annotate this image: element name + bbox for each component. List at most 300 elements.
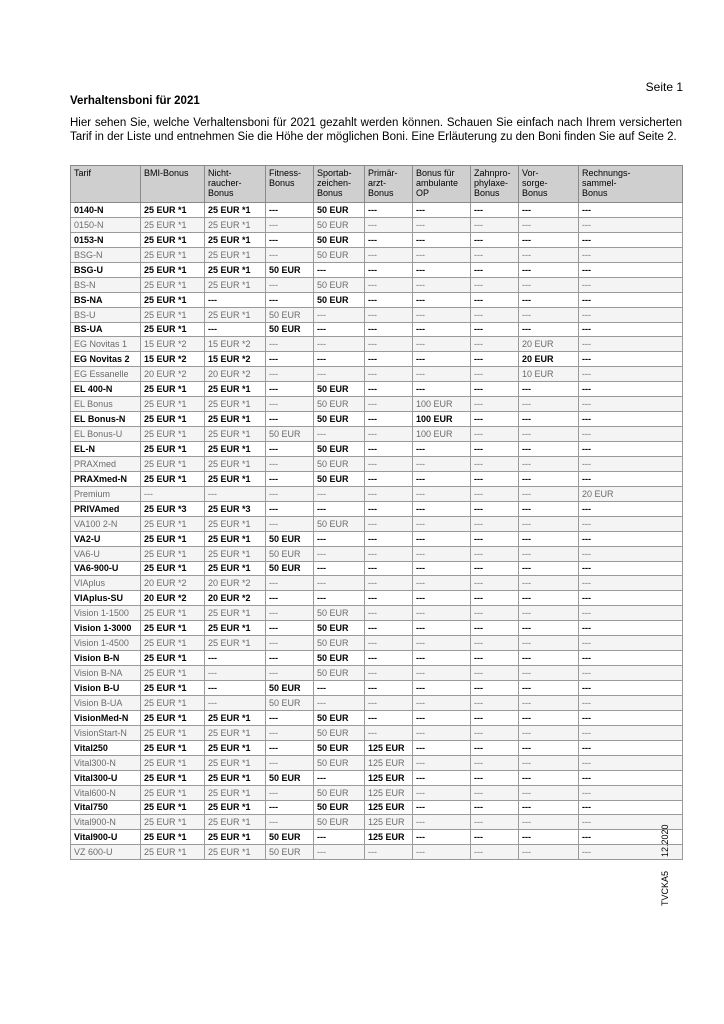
bonus-value-cell: 25 EUR *1	[141, 651, 205, 666]
bonus-value-cell: 125 EUR	[365, 830, 413, 845]
bonus-value-cell: ---	[266, 651, 314, 666]
bonus-value-cell: 25 EUR *1	[141, 471, 205, 486]
bonus-value-cell: 50 EUR	[314, 636, 365, 651]
bonus-value-cell: ---	[579, 397, 683, 412]
table-row	[71, 427, 683, 442]
bonus-value-cell: ---	[579, 337, 683, 352]
column-header: Zahnpro- phylaxe- Bonus	[471, 166, 519, 203]
bonus-value-cell: ---	[519, 203, 579, 218]
bonus-value-cell: ---	[413, 681, 471, 696]
bonus-value-cell: ---	[141, 486, 205, 501]
bonus-value-cell: ---	[413, 232, 471, 247]
bonus-value-cell: ---	[266, 486, 314, 501]
bonus-value-cell: ---	[365, 232, 413, 247]
bonus-value-cell: 25 EUR *1	[205, 621, 266, 636]
bonus-value-cell: 25 EUR *1	[205, 247, 266, 262]
bonus-value-cell: ---	[365, 710, 413, 725]
bonus-value-cell: 25 EUR *1	[141, 382, 205, 397]
bonus-value-cell: 50 EUR	[314, 815, 365, 830]
tariff-name-cell: 0153-N	[71, 232, 141, 247]
table-row	[71, 471, 683, 486]
table-row	[71, 770, 683, 785]
bonus-value-cell: 50 EUR	[314, 412, 365, 427]
bonus-value-cell: ---	[519, 247, 579, 262]
bonus-value-cell: ---	[579, 800, 683, 815]
bonus-value-cell: 50 EUR	[266, 427, 314, 442]
bonus-value-cell: ---	[365, 636, 413, 651]
table-row	[71, 755, 683, 770]
bonus-value-cell: 20 EUR *2	[141, 591, 205, 606]
tariff-name-cell: EG Novitas 2	[71, 352, 141, 367]
bonus-value-cell: 25 EUR *1	[141, 292, 205, 307]
bonus-value-cell: ---	[314, 770, 365, 785]
bonus-value-cell: ---	[579, 681, 683, 696]
bonus-value-cell: ---	[413, 262, 471, 277]
bonus-value-cell: ---	[471, 382, 519, 397]
bonus-value-cell: ---	[266, 666, 314, 681]
bonus-value-cell: ---	[519, 695, 579, 710]
bonus-value-cell: ---	[365, 501, 413, 516]
bonus-value-cell: ---	[579, 710, 683, 725]
tariff-name-cell: VZ 600-U	[71, 845, 141, 860]
bonus-value-cell: ---	[365, 725, 413, 740]
bonus-value-cell: ---	[365, 337, 413, 352]
bonus-value-cell: ---	[471, 830, 519, 845]
table-row	[71, 397, 683, 412]
bonus-value-cell: 25 EUR *1	[141, 546, 205, 561]
bonus-value-cell: ---	[365, 695, 413, 710]
bonus-value-cell: ---	[413, 740, 471, 755]
bonus-value-cell: ---	[413, 830, 471, 845]
bonus-value-cell: ---	[519, 262, 579, 277]
bonus-value-cell: 50 EUR	[314, 621, 365, 636]
bonus-value-cell: ---	[205, 486, 266, 501]
bonus-value-cell: ---	[579, 576, 683, 591]
bonus-value-cell: ---	[266, 382, 314, 397]
bonus-value-cell: ---	[519, 830, 579, 845]
bonus-value-cell: ---	[413, 710, 471, 725]
bonus-value-cell: ---	[413, 606, 471, 621]
bonus-value-cell: ---	[471, 740, 519, 755]
bonus-value-cell: ---	[519, 471, 579, 486]
bonus-value-cell: ---	[413, 755, 471, 770]
bonus-value-cell: ---	[471, 471, 519, 486]
bonus-value-cell: ---	[205, 681, 266, 696]
table-row	[71, 785, 683, 800]
tariff-name-cell: VisionStart-N	[71, 725, 141, 740]
bonus-value-cell: ---	[365, 486, 413, 501]
bonus-value-cell: ---	[579, 471, 683, 486]
bonus-value-cell: ---	[471, 203, 519, 218]
bonus-value-cell: 50 EUR	[314, 755, 365, 770]
form-code: TVCKA5	[660, 870, 670, 906]
table-row	[71, 651, 683, 666]
bonus-value-cell: ---	[471, 561, 519, 576]
bonus-value-cell: ---	[413, 442, 471, 457]
bonus-value-cell: ---	[365, 367, 413, 382]
bonus-value-cell: ---	[266, 456, 314, 471]
bonus-value-cell: ---	[413, 591, 471, 606]
bonus-value-cell: 20 EUR	[579, 486, 683, 501]
bonus-value-cell: 15 EUR *2	[141, 352, 205, 367]
table-row	[71, 367, 683, 382]
bonus-value-cell: 25 EUR *1	[205, 561, 266, 576]
bonus-value-cell: 25 EUR *1	[141, 516, 205, 531]
bonus-value-cell: ---	[471, 442, 519, 457]
table-row	[71, 830, 683, 845]
column-header: Primär- arzt- Bonus	[365, 166, 413, 203]
bonus-value-cell: ---	[471, 232, 519, 247]
bonus-value-cell: ---	[471, 755, 519, 770]
bonus-value-cell: ---	[519, 755, 579, 770]
bonus-value-cell: 25 EUR *1	[141, 442, 205, 457]
tariff-name-cell: BS-N	[71, 277, 141, 292]
bonus-value-cell: ---	[471, 681, 519, 696]
bonus-value-cell: ---	[519, 845, 579, 860]
tariff-name-cell: EL-N	[71, 442, 141, 457]
bonus-value-cell: ---	[365, 412, 413, 427]
bonus-value-cell: ---	[365, 292, 413, 307]
bonus-value-cell: 25 EUR *1	[205, 636, 266, 651]
bonus-value-cell: ---	[579, 277, 683, 292]
bonus-value-cell: ---	[519, 621, 579, 636]
bonus-value-cell: 25 EUR *1	[205, 830, 266, 845]
bonus-value-cell: ---	[471, 576, 519, 591]
column-header: Tarif	[71, 166, 141, 203]
bonus-value-cell: ---	[471, 621, 519, 636]
bonus-value-cell: 25 EUR *1	[205, 785, 266, 800]
tariff-name-cell: BSG-U	[71, 262, 141, 277]
tariff-name-cell: EL Bonus-U	[71, 427, 141, 442]
bonus-value-cell: 25 EUR *1	[205, 516, 266, 531]
bonus-value-cell: ---	[365, 277, 413, 292]
tariff-name-cell: EG Essanelle	[71, 367, 141, 382]
bonus-value-cell: ---	[266, 621, 314, 636]
bonus-value-cell: ---	[471, 352, 519, 367]
bonus-value-cell: 25 EUR *1	[205, 755, 266, 770]
bonus-value-cell: ---	[365, 352, 413, 367]
tariff-name-cell: PRAXmed-N	[71, 471, 141, 486]
bonus-value-cell: ---	[365, 322, 413, 337]
bonus-value-cell: ---	[314, 352, 365, 367]
bonus-value-cell: 50 EUR	[266, 830, 314, 845]
bonus-value-cell: ---	[266, 352, 314, 367]
tariff-name-cell: VA100 2-N	[71, 516, 141, 531]
bonus-value-cell: 25 EUR *1	[205, 262, 266, 277]
tariff-name-cell: Vital250	[71, 740, 141, 755]
bonus-value-cell: ---	[266, 815, 314, 830]
bonus-value-cell: ---	[471, 337, 519, 352]
bonus-value-cell: ---	[314, 845, 365, 860]
bonus-value-cell: 25 EUR *1	[205, 217, 266, 232]
table-row	[71, 307, 683, 322]
bonus-value-cell: ---	[413, 247, 471, 262]
bonus-value-cell: ---	[519, 217, 579, 232]
bonus-value-cell: ---	[579, 516, 683, 531]
bonus-value-cell: 25 EUR *1	[141, 561, 205, 576]
tariff-name-cell: VA6-900-U	[71, 561, 141, 576]
intro-paragraph: Hier sehen Sie, welche Verhaltensboni für 2021 gezahlt werden können. Schauen Sie einfach nach Ihrem versicherten Tarif in der Liste und entnehmen Sie die Höhe der möglichen Boni. Eine Erläuterung zu den Boni finden Sie auf Seite 2.	[70, 117, 682, 143]
table-row	[71, 412, 683, 427]
bonus-value-cell: ---	[314, 830, 365, 845]
tariff-name-cell: VA6-U	[71, 546, 141, 561]
tariff-name-cell: Vital300-U	[71, 770, 141, 785]
tariff-name-cell: VIAplus	[71, 576, 141, 591]
tariff-name-cell: Vision 1-1500	[71, 606, 141, 621]
bonus-value-cell: ---	[365, 845, 413, 860]
bonus-value-cell: ---	[314, 486, 365, 501]
bonus-value-cell: ---	[314, 561, 365, 576]
bonus-value-cell: ---	[413, 845, 471, 860]
bonus-value-cell: ---	[579, 770, 683, 785]
tariff-name-cell: Vision 1-3000	[71, 621, 141, 636]
table-row	[71, 456, 683, 471]
bonus-value-cell: ---	[579, 666, 683, 681]
bonus-value-cell: 50 EUR	[314, 277, 365, 292]
tariff-name-cell: 0150-N	[71, 217, 141, 232]
bonus-value-cell: 25 EUR *1	[205, 397, 266, 412]
bonus-value-cell: ---	[579, 651, 683, 666]
bonus-value-cell: 50 EUR	[266, 845, 314, 860]
bonus-value-cell: ---	[365, 516, 413, 531]
table-row	[71, 591, 683, 606]
bonus-value-cell: 50 EUR	[266, 770, 314, 785]
bonus-value-cell: ---	[205, 292, 266, 307]
bonus-value-cell: 25 EUR *1	[141, 740, 205, 755]
bonus-value-cell: 50 EUR	[314, 471, 365, 486]
bonus-value-cell: 50 EUR	[314, 247, 365, 262]
bonus-value-cell: 20 EUR *2	[205, 576, 266, 591]
bonus-value-cell: ---	[519, 531, 579, 546]
bonus-value-cell: 25 EUR *1	[141, 203, 205, 218]
bonus-value-cell: 20 EUR *2	[205, 591, 266, 606]
bonus-value-cell: 25 EUR *1	[141, 262, 205, 277]
tariff-name-cell: BS-U	[71, 307, 141, 322]
bonus-value-cell: ---	[266, 412, 314, 427]
bonus-value-cell: ---	[365, 651, 413, 666]
bonus-value-cell: ---	[266, 710, 314, 725]
bonus-value-cell: ---	[519, 710, 579, 725]
document-code	[660, 824, 670, 906]
bonus-value-cell: ---	[471, 247, 519, 262]
bonus-value-cell: ---	[579, 695, 683, 710]
bonus-value-cell: ---	[365, 471, 413, 486]
bonus-value-cell: ---	[471, 606, 519, 621]
bonus-value-cell: ---	[471, 636, 519, 651]
bonus-value-cell: ---	[579, 427, 683, 442]
bonus-value-cell: 125 EUR	[365, 740, 413, 755]
bonus-value-cell: ---	[413, 576, 471, 591]
bonus-value-cell: ---	[365, 531, 413, 546]
bonus-value-cell: ---	[266, 232, 314, 247]
bonus-value-cell: 25 EUR *1	[141, 845, 205, 860]
column-header: Rechnungs- sammel- Bonus	[579, 166, 683, 203]
tariff-name-cell: PRAXmed	[71, 456, 141, 471]
bonus-value-cell: ---	[205, 666, 266, 681]
bonus-value-cell: ---	[314, 695, 365, 710]
bonus-value-cell: 50 EUR	[266, 695, 314, 710]
bonus-value-cell: 25 EUR *1	[205, 800, 266, 815]
column-header: Sportab- zeichen- Bonus	[314, 166, 365, 203]
bonus-value-cell: 25 EUR *1	[141, 322, 205, 337]
tariff-name-cell: EG Novitas 1	[71, 337, 141, 352]
bonus-value-cell: ---	[413, 800, 471, 815]
table-row	[71, 576, 683, 591]
bonus-value-cell: ---	[266, 367, 314, 382]
bonus-value-cell: ---	[413, 203, 471, 218]
bonus-value-cell: 25 EUR *1	[205, 203, 266, 218]
table-row	[71, 232, 683, 247]
bonus-value-cell: ---	[579, 591, 683, 606]
tariff-name-cell: Vision B-NA	[71, 666, 141, 681]
column-header: Fitness- Bonus	[266, 166, 314, 203]
bonus-value-cell: 25 EUR *1	[141, 217, 205, 232]
bonus-value-cell: ---	[314, 681, 365, 696]
bonus-value-cell: 25 EUR *1	[141, 636, 205, 651]
bonus-value-cell: 25 EUR *1	[205, 442, 266, 457]
bonus-value-cell: ---	[413, 352, 471, 367]
table-row	[71, 217, 683, 232]
bonus-value-cell: ---	[519, 666, 579, 681]
bonus-value-cell: ---	[266, 800, 314, 815]
bonus-value-cell: ---	[266, 785, 314, 800]
bonus-value-cell: ---	[266, 277, 314, 292]
bonus-value-cell: ---	[471, 486, 519, 501]
bonus-value-cell: ---	[413, 292, 471, 307]
bonus-value-cell: ---	[579, 382, 683, 397]
bonus-value-cell: 50 EUR	[314, 666, 365, 681]
bonus-value-cell: 25 EUR *1	[205, 531, 266, 546]
bonus-value-cell: ---	[365, 442, 413, 457]
bonus-value-cell: ---	[471, 427, 519, 442]
bonus-value-cell: ---	[413, 367, 471, 382]
bonus-value-cell: ---	[314, 322, 365, 337]
tariff-name-cell: Vital900-U	[71, 830, 141, 845]
bonus-value-cell: ---	[519, 725, 579, 740]
bonus-value-cell: 25 EUR *1	[141, 397, 205, 412]
bonus-value-cell: ---	[266, 217, 314, 232]
page-number: Seite 1	[645, 80, 683, 94]
bonus-value-cell: 25 EUR *1	[205, 412, 266, 427]
bonus-value-cell: ---	[519, 591, 579, 606]
bonus-value-cell: ---	[365, 203, 413, 218]
bonus-value-cell: ---	[413, 307, 471, 322]
bonus-value-cell: ---	[413, 516, 471, 531]
bonus-value-cell: ---	[413, 636, 471, 651]
bonus-value-cell: ---	[413, 531, 471, 546]
bonus-value-cell: ---	[519, 561, 579, 576]
tariff-name-cell: Vision B-N	[71, 651, 141, 666]
bonus-value-cell: ---	[365, 606, 413, 621]
bonus-value-cell: 25 EUR *1	[141, 681, 205, 696]
bonus-value-cell: ---	[413, 621, 471, 636]
bonus-value-cell: ---	[314, 307, 365, 322]
bonus-value-cell: ---	[266, 203, 314, 218]
table-row	[71, 292, 683, 307]
bonus-value-cell: ---	[519, 322, 579, 337]
table-row	[71, 636, 683, 651]
bonus-value-cell: 25 EUR *1	[141, 412, 205, 427]
bonus-value-cell: ---	[413, 785, 471, 800]
bonus-value-cell: 25 EUR *1	[205, 232, 266, 247]
bonus-value-cell: 50 EUR	[314, 710, 365, 725]
bonus-value-cell: 50 EUR	[314, 232, 365, 247]
bonus-value-cell: ---	[471, 591, 519, 606]
bonus-value-cell: 25 EUR *1	[141, 606, 205, 621]
bonus-value-cell: ---	[579, 830, 683, 845]
tariff-name-cell: Vital300-N	[71, 755, 141, 770]
table-row	[71, 352, 683, 367]
bonus-value-cell: 25 EUR *1	[205, 471, 266, 486]
table-row	[71, 546, 683, 561]
tariff-name-cell: VA2-U	[71, 531, 141, 546]
bonus-value-cell: ---	[519, 232, 579, 247]
tariff-name-cell: 0140-N	[71, 203, 141, 218]
bonus-value-cell: 25 EUR *1	[141, 770, 205, 785]
bonus-value-cell: ---	[413, 501, 471, 516]
bonus-value-cell: ---	[413, 815, 471, 830]
bonus-value-cell: 25 EUR *1	[141, 830, 205, 845]
tariff-name-cell: BS-UA	[71, 322, 141, 337]
bonus-value-cell: ---	[519, 501, 579, 516]
tariff-name-cell: VIAplus-SU	[71, 591, 141, 606]
bonus-value-cell: ---	[314, 367, 365, 382]
bonus-value-cell: 25 EUR *1	[205, 740, 266, 755]
bonus-value-cell: ---	[266, 337, 314, 352]
page-title: Verhaltensboni für 2021	[70, 95, 200, 107]
bonus-value-cell: 125 EUR	[365, 800, 413, 815]
bonus-value-cell: ---	[579, 845, 683, 860]
bonus-value-cell: ---	[519, 546, 579, 561]
table-row	[71, 725, 683, 740]
bonus-value-cell: 50 EUR	[314, 516, 365, 531]
bonus-value-cell: ---	[413, 217, 471, 232]
tariff-name-cell: Vision B-UA	[71, 695, 141, 710]
bonus-value-cell: ---	[205, 651, 266, 666]
bonus-value-cell: ---	[471, 307, 519, 322]
table-row	[71, 710, 683, 725]
bonus-value-cell: ---	[266, 292, 314, 307]
bonus-value-cell: 20 EUR *2	[141, 576, 205, 591]
bonus-value-cell: ---	[579, 247, 683, 262]
bonus-value-cell: ---	[365, 427, 413, 442]
bonus-value-cell: ---	[471, 815, 519, 830]
bonus-value-cell: 50 EUR	[314, 606, 365, 621]
bonus-value-cell: 50 EUR	[266, 561, 314, 576]
bonus-value-cell: ---	[519, 486, 579, 501]
bonus-value-cell: ---	[471, 710, 519, 725]
table-row	[71, 800, 683, 815]
table-row	[71, 845, 683, 860]
bonus-value-cell: ---	[266, 471, 314, 486]
bonus-value-cell: ---	[519, 606, 579, 621]
bonus-value-cell: 25 EUR *1	[205, 770, 266, 785]
bonus-value-cell: 25 EUR *1	[141, 666, 205, 681]
table-row	[71, 531, 683, 546]
tariff-name-cell: BS-NA	[71, 292, 141, 307]
table-row	[71, 262, 683, 277]
bonus-value-cell: ---	[266, 576, 314, 591]
bonus-value-cell: 25 EUR *1	[205, 277, 266, 292]
bonus-value-cell: ---	[519, 397, 579, 412]
bonus-value-cell: ---	[471, 695, 519, 710]
bonus-value-cell: ---	[471, 456, 519, 471]
bonus-value-cell: ---	[579, 367, 683, 382]
bonus-value-cell: 50 EUR	[314, 651, 365, 666]
bonus-value-cell: ---	[579, 740, 683, 755]
bonus-value-cell: 25 EUR *1	[205, 606, 266, 621]
bonus-value-cell: ---	[519, 681, 579, 696]
